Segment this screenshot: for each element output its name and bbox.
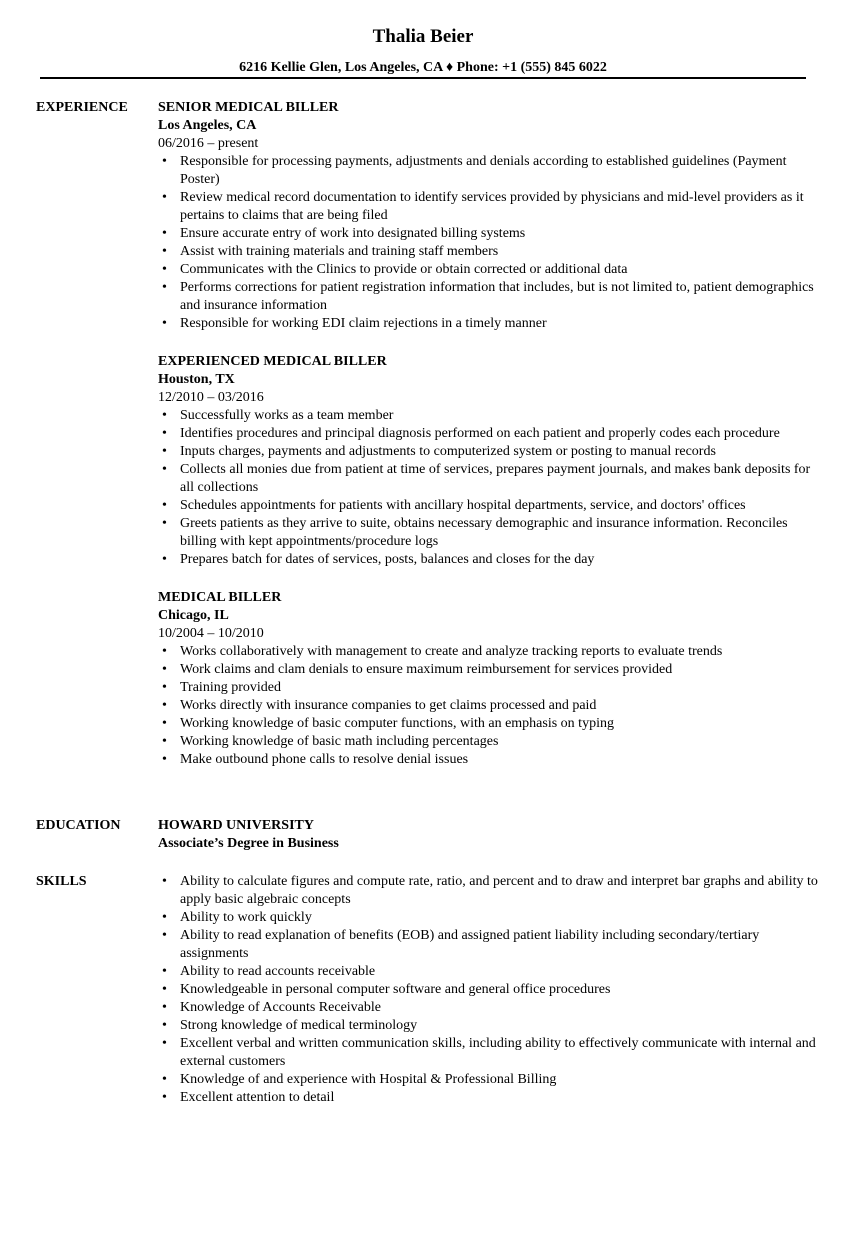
list-item <box>158 963 818 981</box>
list-item <box>158 407 818 425</box>
list-item <box>158 1071 818 1089</box>
list-item <box>158 515 818 551</box>
list-item <box>158 551 818 569</box>
job-entry <box>158 589 818 769</box>
bullet-text: Knowledgeable in personal computer software and general office procedures <box>180 982 611 997</box>
bullet-text: Responsible for working EDI claim rejections in a timely manner <box>180 316 547 331</box>
list-item <box>158 1089 818 1107</box>
job-dates: 06/2016 – present <box>158 136 259 151</box>
experience-body <box>158 99 818 789</box>
bullet-icon: • <box>162 662 167 677</box>
education-body <box>158 817 818 853</box>
bullet-text: Identifies procedures and principal diagnosis performed on each patient and properly codes each procedure <box>180 426 780 441</box>
bullet-text: Review medical record documentation to identify services provided by physicians and mid-level providers as it pertains to claims that are being filed <box>180 190 804 223</box>
job-bullet-list <box>158 153 818 333</box>
bullet-icon: • <box>162 316 167 331</box>
bullet-text: Ability to calculate figures and compute rate, ratio, and percent and to draw and interpret bar graphs and ability to apply basic algebraic concepts <box>180 874 818 907</box>
bullet-text: Works collaboratively with management to create and analyze tracking reports to evaluate trends <box>180 644 723 659</box>
bullet-text: Inputs charges, payments and adjustments to computerized system or posting to manual records <box>180 444 716 459</box>
bullet-icon: • <box>162 280 167 295</box>
list-item <box>158 733 818 751</box>
skills-bullet-list <box>158 873 818 1107</box>
bullet-text: Working knowledge of basic math including percentages <box>180 734 499 749</box>
bullet-icon: • <box>162 982 167 997</box>
bullet-icon: • <box>162 910 167 925</box>
bullet-text: Prepares batch for dates of services, posts, balances and closes for the day <box>180 552 595 567</box>
list-item <box>158 153 818 189</box>
list-item <box>158 279 818 315</box>
list-item <box>158 1035 818 1071</box>
section-label-experience: EXPERIENCE <box>36 100 128 115</box>
candidate-name: Thalia Beier <box>372 26 474 47</box>
bullet-icon: • <box>162 734 167 749</box>
bullet-text: Ability to work quickly <box>180 910 312 925</box>
bullet-icon: • <box>162 1072 167 1087</box>
bullet-icon: • <box>162 1018 167 1033</box>
job-location: Chicago, IL <box>158 608 229 623</box>
list-item <box>158 981 818 999</box>
bullet-text: Knowledge of Accounts Receivable <box>180 1000 381 1015</box>
job-title: EXPERIENCED MEDICAL BILLER <box>158 354 387 369</box>
bullet-icon: • <box>162 1036 167 1051</box>
list-item <box>158 751 818 769</box>
list-item <box>158 425 818 443</box>
bullet-icon: • <box>162 426 167 441</box>
bullet-icon: • <box>162 752 167 767</box>
skills-body <box>158 873 818 1107</box>
bullet-icon: • <box>162 1090 167 1105</box>
bullet-text: Greets patients as they arrive to suite, obtains necessary demographic and insurance information. Reconciles billing with kept appointments/procedure logs <box>180 516 788 549</box>
list-item <box>158 999 818 1017</box>
job-bullet-list <box>158 407 818 569</box>
bullet-text: Strong knowledge of medical terminology <box>180 1018 418 1033</box>
list-item <box>158 873 818 909</box>
job-title: MEDICAL BILLER <box>158 590 282 605</box>
bullet-text: Working knowledge of basic computer functions, with an emphasis on typing <box>180 716 614 731</box>
list-item <box>158 443 818 461</box>
job-location: Los Angeles, CA <box>158 118 257 133</box>
bullet-text: Collects all monies due from patient at time of services, prepares payment journals, and makes bank deposits for all collections <box>180 462 811 495</box>
bullet-icon: • <box>162 698 167 713</box>
bullet-text: Successfully works as a team member <box>180 408 394 423</box>
bullet-icon: • <box>162 408 167 423</box>
bullet-icon: • <box>162 154 167 169</box>
bullet-icon: • <box>162 928 167 943</box>
bullet-icon: • <box>162 874 167 889</box>
list-item <box>158 927 818 963</box>
bullet-icon: • <box>162 262 167 277</box>
bullet-text: Schedules appointments for patients with ancillary hospital departments, service, and doctors' offices <box>180 498 746 513</box>
list-item <box>158 189 818 225</box>
bullet-icon: • <box>162 462 167 477</box>
bullet-text: Make outbound phone calls to resolve denial issues <box>180 752 469 767</box>
section-label-education: EDUCATION <box>36 818 121 833</box>
job-title: SENIOR MEDICAL BILLER <box>158 100 339 115</box>
bullet-text: Ability to read explanation of benefits (EOB) and assigned patient liability including secondary/tertiary assignments <box>180 928 760 961</box>
list-item <box>158 679 818 697</box>
bullet-text: Ability to read accounts receivable <box>180 964 376 979</box>
bullet-icon: • <box>162 498 167 513</box>
bullet-text: Excellent verbal and written communication skills, including ability to effectively communicate with internal and external customers <box>180 1036 816 1069</box>
bullet-icon: • <box>162 444 167 459</box>
bullet-icon: • <box>162 244 167 259</box>
list-item <box>158 643 818 661</box>
bullet-text: Performs corrections for patient registration information that includes, but is not limited to, patient demographics and insurance information <box>180 280 814 313</box>
bullet-icon: • <box>162 552 167 567</box>
degree-name: Associate’s Degree in Business <box>158 836 339 851</box>
list-item <box>158 243 818 261</box>
bullet-text: Excellent attention to detail <box>180 1090 335 1105</box>
bullet-text: Responsible for processing payments, adjustments and denials according to established guidelines (Payment Poster) <box>180 154 787 187</box>
list-item <box>158 715 818 733</box>
list-item <box>158 261 818 279</box>
job-dates: 12/2010 – 03/2016 <box>158 390 264 405</box>
list-item <box>158 497 818 515</box>
school-name: HOWARD UNIVERSITY <box>158 818 314 833</box>
list-item <box>158 1017 818 1035</box>
bullet-text: Ensure accurate entry of work into designated billing systems <box>180 226 526 241</box>
contact-line: 6216 Kellie Glen, Los Angeles, CA ♦ Phone: +1 (555) 845 6022 <box>239 60 607 75</box>
section-label-skills: SKILLS <box>36 874 87 889</box>
list-item <box>158 315 818 333</box>
bullet-text: Works directly with insurance companies to get claims processed and paid <box>180 698 597 713</box>
bullet-icon: • <box>162 680 167 695</box>
job-entry <box>158 353 818 569</box>
bullet-icon: • <box>162 964 167 979</box>
bullet-text: Knowledge of and experience with Hospital & Professional Billing <box>180 1072 557 1087</box>
job-entry <box>158 99 818 333</box>
bullet-icon: • <box>162 190 167 205</box>
list-item <box>158 461 818 497</box>
job-bullet-list <box>158 643 818 769</box>
bullet-icon: • <box>162 716 167 731</box>
list-item <box>158 661 818 679</box>
bullet-icon: • <box>162 1000 167 1015</box>
bullet-icon: • <box>162 644 167 659</box>
bullet-text: Training provided <box>180 680 281 695</box>
bullet-icon: • <box>162 516 167 531</box>
list-item <box>158 909 818 927</box>
bullet-text: Work claims and clam denials to ensure maximum reimbursement for services provided <box>180 662 673 677</box>
job-location: Houston, TX <box>158 372 235 387</box>
job-dates: 10/2004 – 10/2010 <box>158 626 264 641</box>
bullet-icon: • <box>162 226 167 241</box>
bullet-text: Assist with training materials and training staff members <box>180 244 499 259</box>
bullet-text: Communicates with the Clinics to provide or obtain corrected or additional data <box>180 262 628 277</box>
header-divider <box>40 77 806 79</box>
list-item <box>158 697 818 715</box>
list-item <box>158 225 818 243</box>
